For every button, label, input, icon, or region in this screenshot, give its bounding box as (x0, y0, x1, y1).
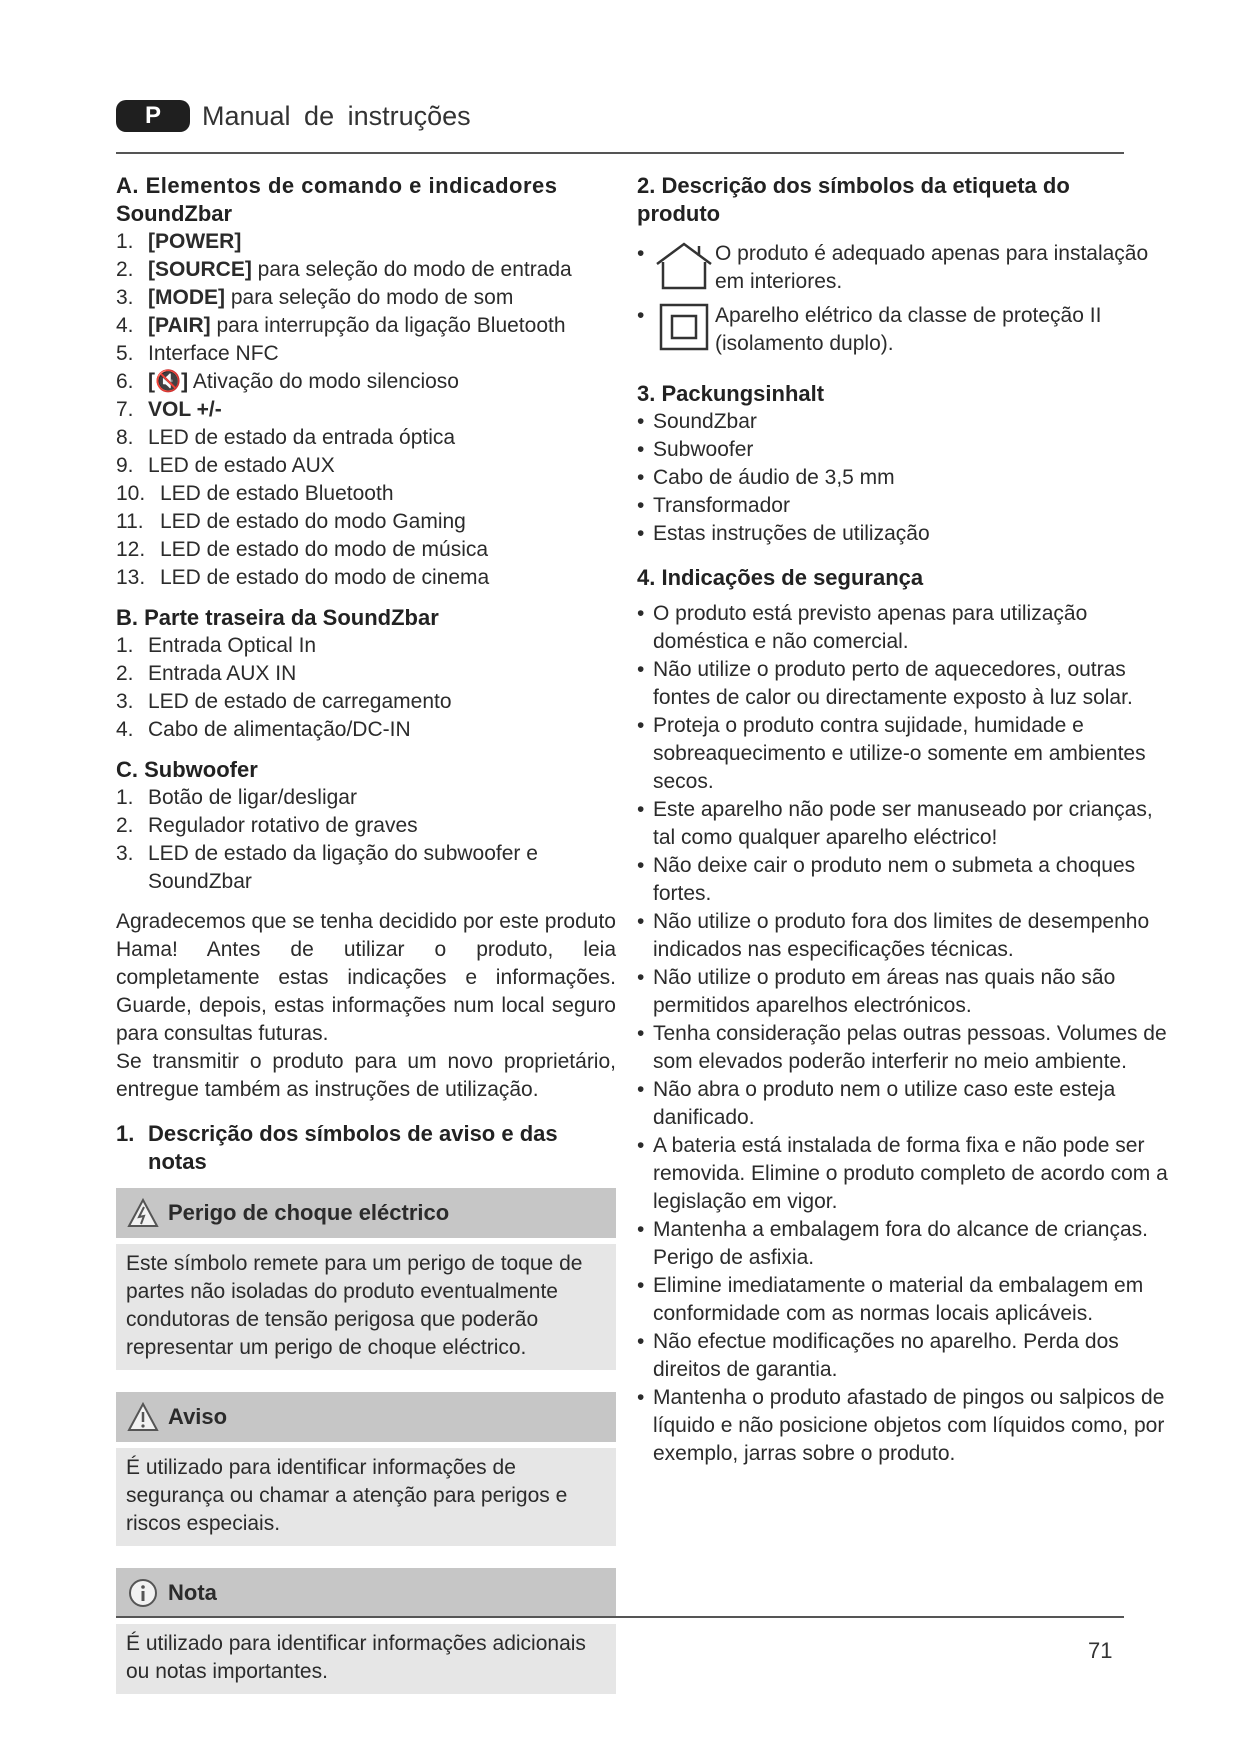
item-label: para interrupção da ligação Bluetooth (210, 314, 566, 337)
list-item (637, 1132, 1177, 1216)
item-label: LED de estado do modo de música (160, 538, 489, 561)
list-item (116, 784, 616, 812)
item-label: Entrada AUX IN (148, 662, 297, 685)
item-number: 1. (116, 634, 134, 657)
item-label: para seleção do modo de entrada (251, 258, 572, 281)
section-1-title-text: Descrição dos símbolos de aviso e das notas (148, 1121, 558, 1174)
item-label: LED de estado do modo de cinema (160, 566, 490, 589)
double-square-icon (653, 302, 715, 352)
list-item (116, 812, 616, 840)
list-item (116, 340, 616, 368)
warning-triangle-icon (126, 1400, 160, 1434)
bullet: • (637, 1134, 645, 1157)
item-label: Interface NFC (148, 342, 279, 365)
item-text (148, 256, 572, 284)
list-item (116, 424, 616, 452)
section-a-title (116, 172, 616, 228)
notice-box-header (116, 1392, 616, 1442)
item-number: 3. (116, 286, 134, 309)
notice-box-header (116, 1188, 616, 1238)
list-item (637, 908, 1177, 964)
section-1-title (116, 1120, 616, 1176)
section-1-number: 1. (116, 1121, 135, 1146)
item-label-bold: [MODE] (148, 286, 225, 309)
symbol-row-class-ii: • Aparelho elétrico da classe de proteção II (isolamento duplo). (637, 302, 1177, 358)
bullet: • (637, 714, 645, 737)
item-number: 3. (116, 690, 134, 713)
list-item (637, 1216, 1177, 1272)
list-item (637, 464, 1177, 492)
left-column (116, 172, 616, 1716)
item-number: 11. (116, 510, 144, 533)
item-label: Este aparelho não pode ser manuseado por crianças, tal como qualquer aparelho eléctrico! (653, 798, 1153, 849)
list-item (116, 536, 616, 564)
bullet: • (637, 438, 645, 461)
list-item (116, 284, 616, 312)
item-label-bold: VOL +/- (148, 398, 222, 421)
notice-box-body: É utilizado para identificar informações adicionais ou notas importantes. (116, 1624, 616, 1694)
section-a-title-line2: SoundZbar (116, 201, 233, 226)
list-item (116, 396, 616, 424)
item-label: Elimine imediatamente o material da embalagem em conformidade com as normas locais aplicáveis. (653, 1274, 1144, 1325)
item-label: Não utilize o produto perto de aquecedores, outras fontes de calor ou directamente exposto à luz solar. (653, 658, 1133, 709)
section-b-title: B. Parte traseira da SoundZbar (116, 605, 439, 630)
bullet: • (637, 602, 645, 625)
footer-rule (116, 1616, 1124, 1618)
notice-box-body: É utilizado para identificar informações de segurança ou chamar a atenção para perigos e riscos especiais. (116, 1448, 616, 1546)
list-item (116, 228, 616, 256)
item-text (148, 284, 513, 312)
item-text (148, 228, 241, 256)
notice-box (116, 1188, 616, 1370)
item-label: Botão de ligar/desligar (148, 786, 357, 809)
item-text (160, 508, 466, 536)
item-number: 10. (116, 482, 146, 505)
notice-box-header (116, 1568, 616, 1618)
item-number: 13. (116, 566, 146, 589)
section-c-title: C. Subwoofer (116, 757, 258, 782)
right-column (637, 172, 1177, 1468)
list-item (637, 408, 1177, 436)
warning-boxes (116, 1188, 616, 1694)
item-label-bold: [SOURCE] (148, 258, 252, 281)
section-2-title (637, 172, 1177, 228)
bullet: • (637, 1274, 645, 1297)
list-item (116, 508, 616, 536)
bullet: • (637, 410, 645, 433)
list-item (116, 564, 616, 592)
item-label: A bateria está instalada de forma fixa e não pode ser removida. Elimine o produto completo de acordo com a legislação em vigor. (653, 1134, 1168, 1213)
item-text (148, 340, 279, 368)
item-label: Não deixe cair o produto nem o submeta a choques fortes. (653, 854, 1136, 905)
list-item (116, 840, 616, 896)
item-text (148, 424, 455, 452)
section-3-title: 3. Packungsinhalt (637, 381, 825, 406)
item-label: Não utilize o produto em áreas nas quais não são permitidos aparelhos electrónicos. (653, 966, 1116, 1017)
item-label: LED de estado do modo Gaming (160, 510, 466, 533)
item-label: O produto está previsto apenas para utilização doméstica e não comercial. (653, 602, 1088, 653)
list-item (637, 1272, 1177, 1328)
item-text (148, 368, 459, 396)
list-item (637, 492, 1177, 520)
item-label: LED de estado de carregamento (148, 690, 452, 713)
notice-box-title: Aviso (168, 1404, 228, 1429)
section-a-list (116, 228, 616, 592)
item-label: Regulador rotativo de graves (148, 814, 418, 837)
item-number: 5. (116, 342, 134, 365)
item-label: Cabo de alimentação/DC-IN (148, 718, 411, 741)
page-number: 71 (1088, 1638, 1113, 1663)
item-text (148, 452, 335, 480)
bullet: • (637, 1022, 645, 1045)
list-item (637, 1020, 1177, 1076)
notice-box (116, 1568, 616, 1694)
item-label-bold: [🔇] (148, 370, 189, 393)
header-rule (116, 152, 1124, 154)
language-badge: P (116, 100, 190, 132)
section-4-title: 4. Indicações de segurança (637, 565, 924, 590)
list-item (116, 660, 616, 688)
notice-box-title: Nota (168, 1580, 217, 1605)
section-2-title-line1: 2. Descrição dos símbolos da etiqueta do (637, 173, 1070, 198)
bullet: • (637, 522, 645, 545)
bullet: • (637, 798, 645, 821)
intro-paragraph-1: Agradecemos que se tenha decidido por este produto Hama! Antes de utilizar o produto, leia completamente estas indicações e informações. Guarde, depois, estas informações num local seguro para consultas futuras. (116, 910, 616, 1045)
item-label: Estas instruções de utilização (653, 522, 930, 545)
section-2-title-line2: produto (637, 201, 721, 226)
symbol-text-class-ii: Aparelho elétrico da classe de proteção II (isolamento duplo). (715, 304, 1102, 355)
bullet: • (637, 494, 645, 517)
notice-box-title: Perigo de choque eléctrico (168, 1200, 450, 1225)
item-label: SoundZbar (653, 410, 757, 433)
item-label: Subwoofer (653, 438, 754, 461)
item-label: Tenha consideração pelas outras pessoas. Volumes de som elevados poderão interferir no meio ambiente. (653, 1022, 1167, 1073)
item-number: 2. (116, 662, 134, 685)
list-item (116, 480, 616, 508)
list-item (116, 368, 616, 396)
list-item (637, 1076, 1177, 1132)
item-number: 9. (116, 454, 134, 477)
item-label: LED de estado da entrada óptica (148, 426, 456, 449)
section-a-title-line1: A. Elementos de comando e indicadores (116, 173, 558, 198)
page-title: Manual de instruções (202, 100, 471, 131)
bullet: • (637, 466, 645, 489)
item-text (148, 312, 566, 340)
item-label: Não utilize o produto fora dos limites de desempenho indicados nas especificações técnicas. (653, 910, 1150, 961)
item-text (160, 564, 489, 592)
item-number: 2. (116, 814, 134, 837)
list-item (637, 600, 1177, 656)
page-header (116, 96, 471, 136)
item-number: 6. (116, 370, 134, 393)
item-label: Não efectue modificações no aparelho. Perda dos direitos de garantia. (653, 1330, 1119, 1381)
item-text (160, 536, 488, 564)
bullet: • (637, 1386, 645, 1409)
item-label: Não abra o produto nem o utilize caso este esteja danificado. (653, 1078, 1116, 1129)
bullet: • (637, 658, 645, 681)
item-label-bold: [PAIR] (148, 314, 211, 337)
list-item (637, 852, 1177, 908)
item-number: 7. (116, 398, 134, 421)
item-label: LED de estado da ligação do subwoofer e SoundZbar (148, 842, 538, 893)
list-item (637, 1328, 1177, 1384)
item-number: 1. (116, 230, 134, 253)
list-item (637, 656, 1177, 712)
warning-triangle-lightning-icon (126, 1196, 160, 1230)
list-item (116, 716, 616, 744)
list-item (116, 632, 616, 660)
symbol-text-house: O produto é adequado apenas para instalação em interiores. (715, 242, 1149, 293)
bullet: • (637, 854, 645, 877)
bullet: • (637, 910, 645, 933)
house-icon (653, 240, 715, 292)
item-label: Ativação do modo silencioso (188, 370, 459, 393)
info-circle-icon (126, 1576, 160, 1610)
bullet: • (637, 966, 645, 989)
bullet: • (637, 1218, 645, 1241)
section-c-list (116, 784, 616, 896)
item-label: Entrada Optical In (148, 634, 317, 657)
item-label: Mantenha a embalagem fora do alcance de crianças. Perigo de asfixia. (653, 1218, 1148, 1269)
bullet: • (637, 1330, 645, 1353)
intro-paragraph-2: Se transmitir o produto para um novo proprietário, entregue também as instruções de utilização. (116, 1050, 616, 1101)
item-number: 2. (116, 258, 134, 281)
item-number: 4. (116, 314, 134, 337)
item-number: 1. (116, 786, 134, 809)
list-item (116, 312, 616, 340)
list-item (116, 452, 616, 480)
section-3-list (637, 408, 1177, 548)
list-item (637, 1384, 1177, 1468)
list-item (637, 436, 1177, 464)
list-item (637, 796, 1177, 852)
item-label: para seleção do modo de som (225, 286, 514, 309)
list-item (116, 688, 616, 716)
item-number: 4. (116, 718, 134, 741)
item-label: LED de estado Bluetooth (160, 482, 394, 505)
item-number: 3. (116, 842, 134, 865)
bullet: • (637, 1078, 645, 1101)
list-item (637, 712, 1177, 796)
notice-box (116, 1392, 616, 1546)
item-label: Transformador (653, 494, 790, 517)
item-label: Mantenha o produto afastado de pingos ou salpicos de líquido e não posicione objetos com líquidos como, por exemplo, jarras sobre o produto. (653, 1386, 1165, 1465)
item-label-bold: [POWER] (148, 230, 242, 253)
list-item (637, 520, 1177, 548)
list-item (116, 256, 616, 284)
item-number: 8. (116, 426, 134, 449)
section-4-list (637, 600, 1177, 1468)
item-number: 12. (116, 538, 146, 561)
symbol-row-house: • O produto é adequado apenas para instalação em interiores. (637, 240, 1177, 296)
item-label: Proteja o produto contra sujidade, humidade e sobreaquecimento e utilize-o somente em ambientes secos. (653, 714, 1146, 793)
list-item (637, 964, 1177, 1020)
item-label: LED de estado AUX (148, 454, 335, 477)
notice-box-body: Este símbolo remete para um perigo de toque de partes não isoladas do produto eventualmente condutoras de tensão perigosa que poderão representar um perigo de choque eléctrico. (116, 1244, 616, 1370)
item-text (160, 480, 394, 508)
section-b-list (116, 632, 616, 744)
item-label: Cabo de áudio de 3,5 mm (653, 466, 895, 489)
item-text (148, 396, 222, 424)
